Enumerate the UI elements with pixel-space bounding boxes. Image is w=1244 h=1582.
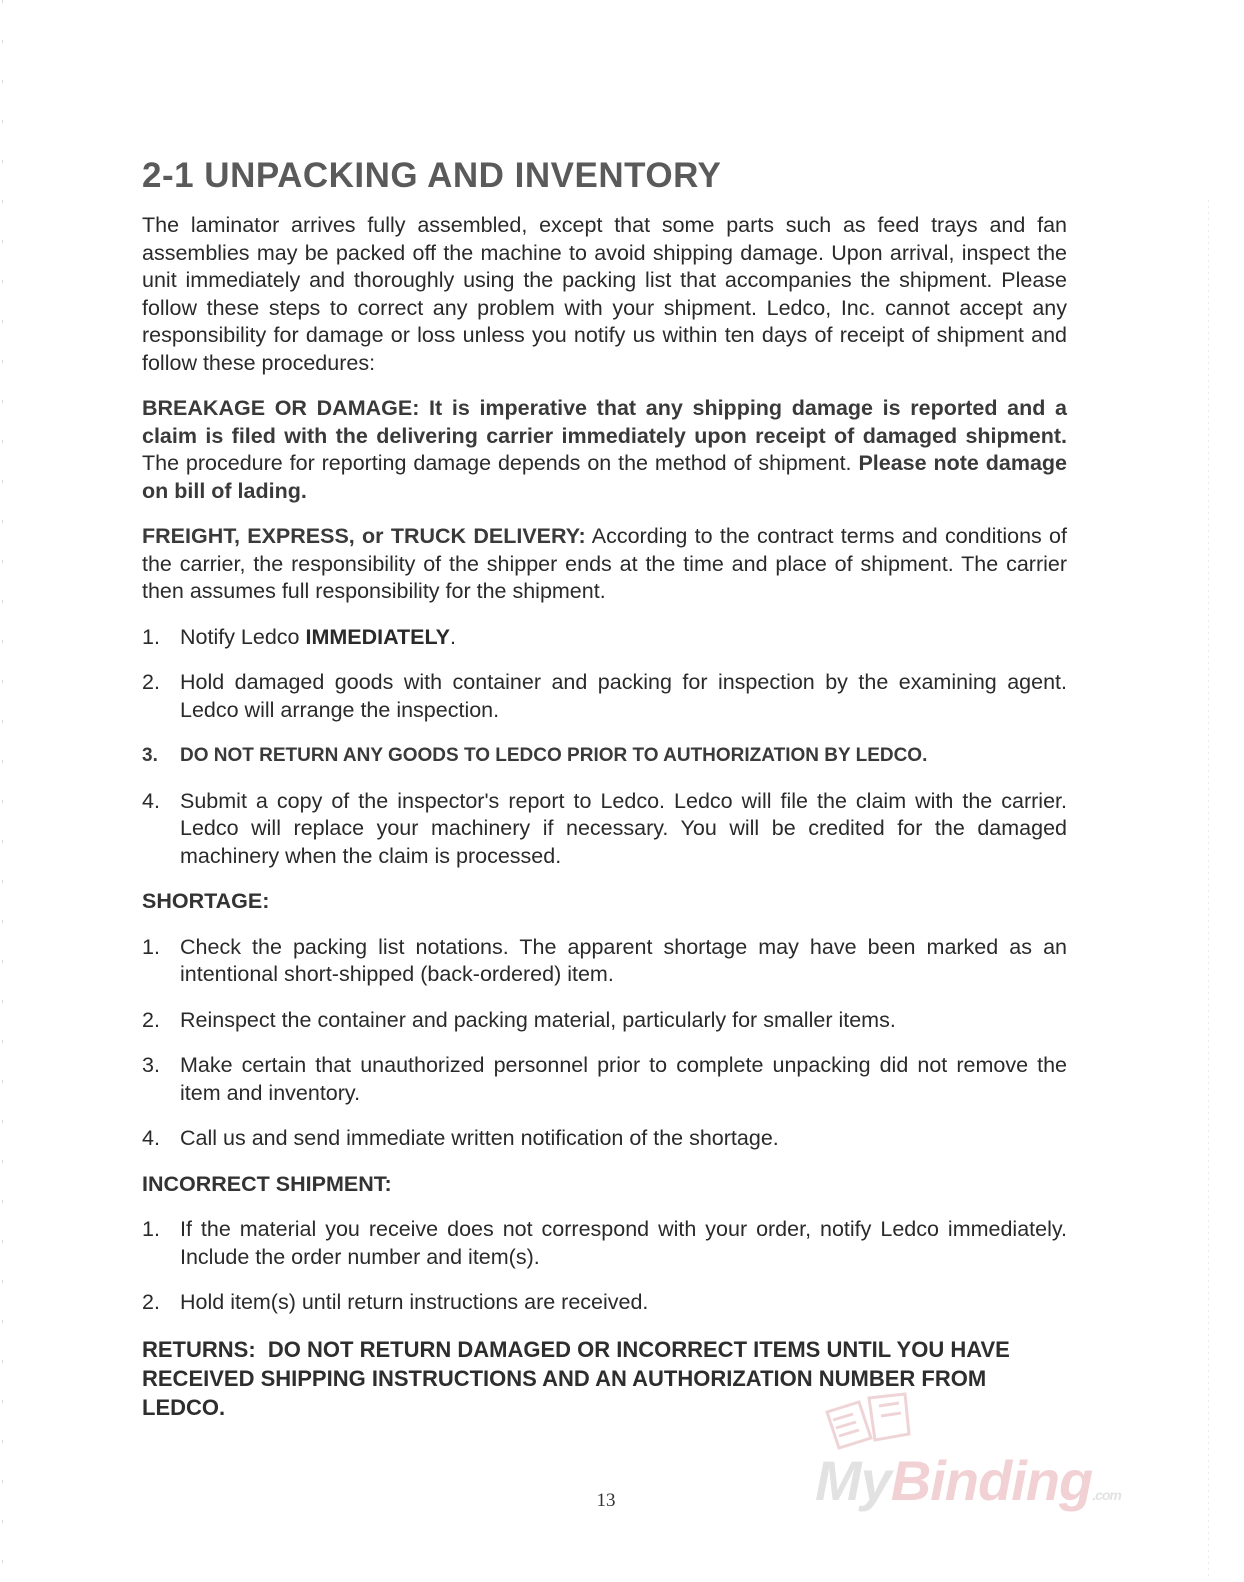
incorrect-shipment-steps bbox=[142, 1216, 1067, 1317]
section-title: 2-1 UNPACKING AND INVENTORY bbox=[142, 156, 722, 195]
list-number: 2. bbox=[142, 1007, 160, 1032]
section-body bbox=[142, 212, 1067, 1422]
binder-icon bbox=[819, 1390, 929, 1452]
list-number: 1. bbox=[142, 934, 160, 959]
shortage-heading: SHORTAGE: bbox=[142, 889, 270, 913]
breakage-lead: BREAKAGE OR DAMAGE: bbox=[142, 396, 420, 420]
list-number: 2. bbox=[142, 1290, 160, 1314]
breakage-text: The procedure for reporting damage depends on the method of shipment. bbox=[142, 451, 852, 475]
list-text: DO NOT RETURN ANY GOODS TO LEDCO PRIOR TO AUTHORIZATION BY LEDCO. bbox=[180, 745, 928, 766]
scan-edge-right bbox=[1208, 200, 1209, 1580]
list-number: 1. bbox=[142, 1217, 160, 1241]
list-item bbox=[142, 1125, 1067, 1153]
list-number: 3. bbox=[142, 1053, 160, 1077]
list-text: Submit a copy of the inspector's report to Ledco. Ledco will file the claim with the carrier. Ledco will replace your machinery if necessary. You will be credited for the damaged machinery when the claim is processed. bbox=[180, 788, 1067, 868]
list-punct: . bbox=[450, 624, 457, 649]
incorrect-shipment-heading: INCORRECT SHIPMENT: bbox=[142, 1171, 392, 1196]
list-text: If the material you receive does not correspond with your order, notify Ledco immediately. Include the order number and item(s). bbox=[180, 1217, 1067, 1269]
list-number: 2. bbox=[142, 670, 160, 694]
list-text: Make certain that unauthorized personnel prior to complete unpacking did not remove the item and inventory. bbox=[180, 1053, 1067, 1105]
freight-steps bbox=[142, 624, 1067, 871]
returns-lead: RETURNS: bbox=[142, 1336, 256, 1362]
watermark-text bbox=[815, 1448, 1121, 1513]
breakage-paragraph bbox=[142, 395, 1067, 505]
list-item bbox=[142, 669, 1067, 724]
list-item bbox=[142, 1052, 1067, 1107]
list-text: Reinspect the container and packing material, particularly for smaller items. bbox=[180, 1007, 896, 1032]
list-text: Hold item(s) until return instructions are received. bbox=[180, 1290, 649, 1314]
list-item bbox=[142, 742, 1067, 770]
intro-paragraph: The laminator arrives fully assembled, except that some parts such as feed trays and fan assemblies may be packed off the machine to avoid shipping damage. Upon arrival, inspect the unit immediately and thoroughly using the packing list that accompanies the shipment. Please follow these steps to correct any problem with your shipment. Ledco, Inc. cannot accept any responsibility for damage or loss unless you notify us within ten days of receipt of shipment and follow these procedures: bbox=[142, 213, 1067, 375]
list-text: Check the packing list notations. The apparent shortage may have been marked as an intentional short-shipped (back-ordered) item. bbox=[180, 934, 1067, 986]
list-item bbox=[142, 934, 1067, 989]
freight-lead: FREIGHT, EXPRESS, or TRUCK DELIVERY: bbox=[142, 524, 586, 548]
list-number: 4. bbox=[142, 1126, 160, 1150]
list-emphasis: IMMEDIATELY bbox=[305, 624, 451, 649]
list-number: 1. bbox=[142, 624, 160, 649]
returns-text: DO NOT RETURN DAMAGED OR INCORRECT ITEMS UNTIL YOU HAVE RECEIVED SHIPPING INSTRUCTIONS AND AN AUTHORIZATION NUMBER FROM LEDCO. bbox=[142, 1336, 1010, 1420]
list-number: 4. bbox=[142, 788, 160, 813]
list-text: Notify Ledco bbox=[180, 624, 306, 649]
list-item bbox=[142, 624, 1067, 652]
watermark-suffix: .com bbox=[1092, 1487, 1121, 1503]
list-text: Hold damaged goods with container and packing for inspection by the examining agent. Ledco will arrange the inspection. bbox=[180, 670, 1067, 722]
freight-paragraph bbox=[142, 523, 1067, 606]
list-text: Call us and send immediate written notification of the shortage. bbox=[180, 1126, 779, 1150]
scan-edge-left bbox=[2, 0, 3, 1582]
page-number: 13 bbox=[596, 1490, 616, 1511]
list-item bbox=[142, 788, 1067, 871]
list-item bbox=[142, 1289, 1067, 1317]
list-item bbox=[142, 1216, 1067, 1271]
list-number: 3. bbox=[142, 745, 158, 766]
freight-text: According to the contract terms and conditions of the carrier, the responsibility of the shipper ends at the time and place of shipment. The carrier then assumes full responsibility for the shipment. bbox=[142, 524, 1067, 603]
watermark-brand-a: My bbox=[815, 1449, 891, 1512]
breakage-note: Please note damage on bill of lading. bbox=[142, 451, 1067, 503]
list-item bbox=[142, 1007, 1067, 1035]
watermark-logo bbox=[815, 1390, 1195, 1520]
breakage-bold-text: It is imperative that any shipping damage is reported and a claim is filed with the delivering carrier immediately upon receipt of damaged shipment. bbox=[142, 396, 1068, 448]
watermark-brand-b: Binding bbox=[890, 1449, 1093, 1512]
shortage-steps bbox=[142, 934, 1067, 1153]
